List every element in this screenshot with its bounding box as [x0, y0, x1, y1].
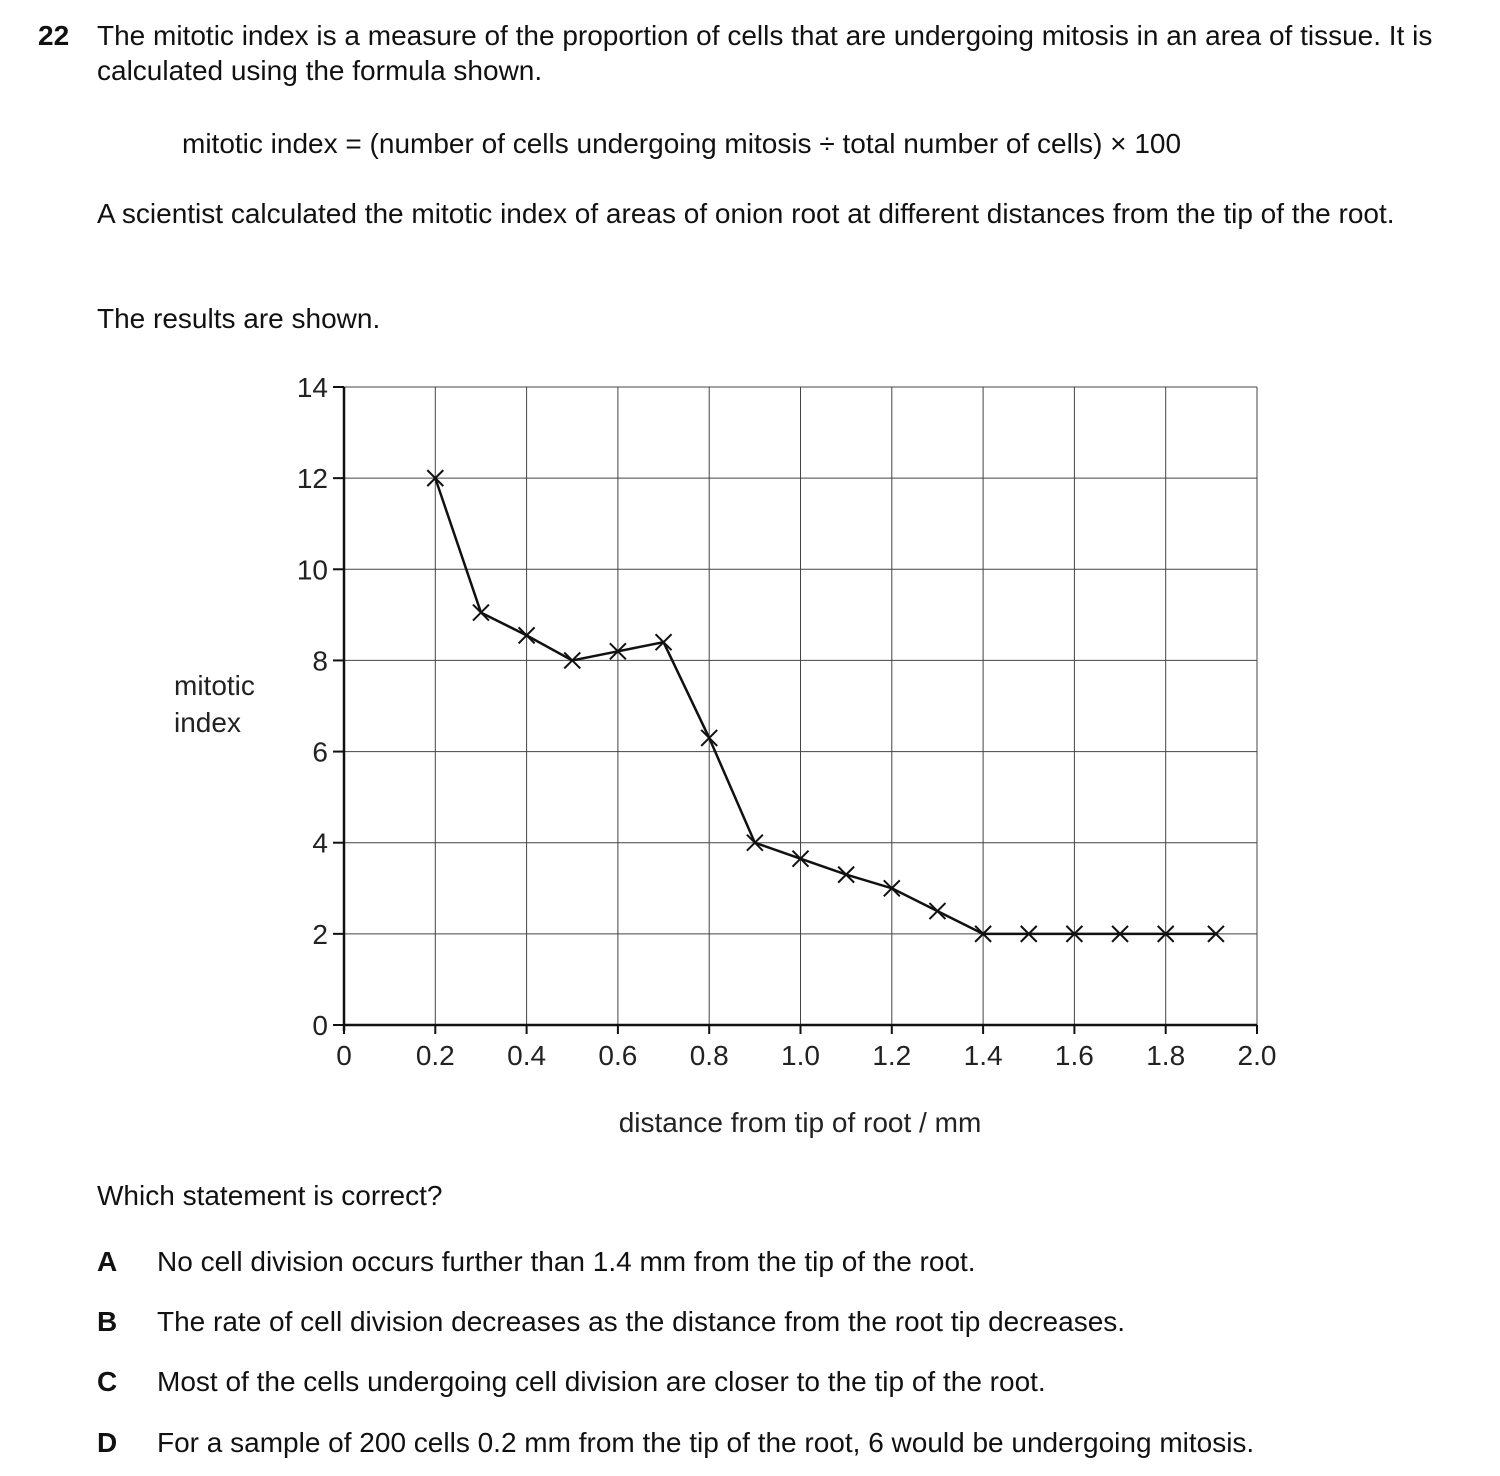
option-b-letter: B [97, 1306, 118, 1337]
y-axis-label-line-2: index [174, 707, 241, 738]
grid-layer [344, 387, 1257, 1025]
formula-divide-sign: ÷ [819, 128, 835, 159]
option-c-text: Most of the cells undergoing cell division are closer to the tip of the root. [157, 1366, 1046, 1397]
series-layer [427, 470, 1224, 942]
data-point-marker [929, 903, 945, 919]
x-tick-label: 0.6 [598, 1040, 638, 1071]
x-tick-label: 1.4 [963, 1040, 1003, 1071]
formula [182, 126, 1181, 161]
option-c-letter: C [97, 1366, 118, 1397]
y-tick-label: 8 [312, 645, 328, 677]
y-tick-label: 12 [296, 463, 328, 495]
formula-open-paren: ( [369, 128, 379, 159]
series-line [435, 478, 1216, 934]
option-b-text: The rate of cell division decreases as the distance from the root tip decreases. [157, 1306, 1126, 1337]
question-intro: The mitotic index is a measure of the proportion of cells that are undergoing mitosis in an area of tissue. It is calculated using the formula shown. [97, 20, 1433, 86]
tick-layer [297, 372, 1277, 1071]
question-number: 22 [38, 20, 70, 51]
formula-numerator: number of cells undergoing mitosis [378, 128, 812, 159]
question-prompt: Which statement is correct? [97, 1180, 443, 1211]
x-tick-label: 0.2 [415, 1040, 455, 1071]
formula-close-paren: ) [1093, 128, 1103, 159]
formula-factor: 100 [1134, 128, 1182, 159]
x-tick-label: 1.0 [781, 1040, 820, 1071]
option-a-letter: A [97, 1246, 118, 1277]
y-tick-label: 6 [312, 736, 328, 768]
formula-lhs: mitotic index [182, 128, 338, 159]
formula-times-sign: × [1110, 128, 1127, 159]
formula-equals: = [345, 128, 362, 159]
option-d-text: For a sample of 200 cells 0.2 mm from the tip of the root, 6 would be undergoing mitosis. [157, 1427, 1255, 1458]
x-tick-label: 0.8 [689, 1040, 729, 1071]
y-tick-label: 0 [312, 1010, 328, 1041]
data-point-marker [838, 867, 854, 883]
x-tick-label: 1.2 [872, 1040, 912, 1071]
data-point-marker [473, 605, 489, 621]
results-intro: The results are shown. [97, 303, 381, 334]
y-tick-label: 14 [296, 372, 328, 403]
option-a-text: No cell division occurs further than 1.4 mm from the tip of the root. [157, 1246, 976, 1277]
x-tick-label: 0.4 [507, 1040, 547, 1071]
formula-denominator: total number of cells [842, 128, 1094, 159]
y-tick-label: 2 [312, 918, 328, 950]
y-tick-label: 10 [296, 554, 328, 586]
context-text: A scientist calculated the mitotic index of areas of onion root at different distances from the tip of the root. [97, 198, 1395, 229]
x-tick-label: 1.6 [1054, 1040, 1094, 1071]
x-tick-label: 0 [336, 1040, 352, 1071]
y-axis-label-line-1: mitotic [174, 670, 255, 701]
mitotic-index-chart [0, 360, 1500, 1160]
x-axis-label: distance from tip of root / mm [618, 1107, 982, 1138]
option-d-letter: D [97, 1427, 118, 1458]
x-tick-label: 2.0 [1237, 1040, 1277, 1071]
y-tick-label: 4 [312, 827, 328, 859]
x-tick-label: 1.8 [1146, 1040, 1186, 1071]
